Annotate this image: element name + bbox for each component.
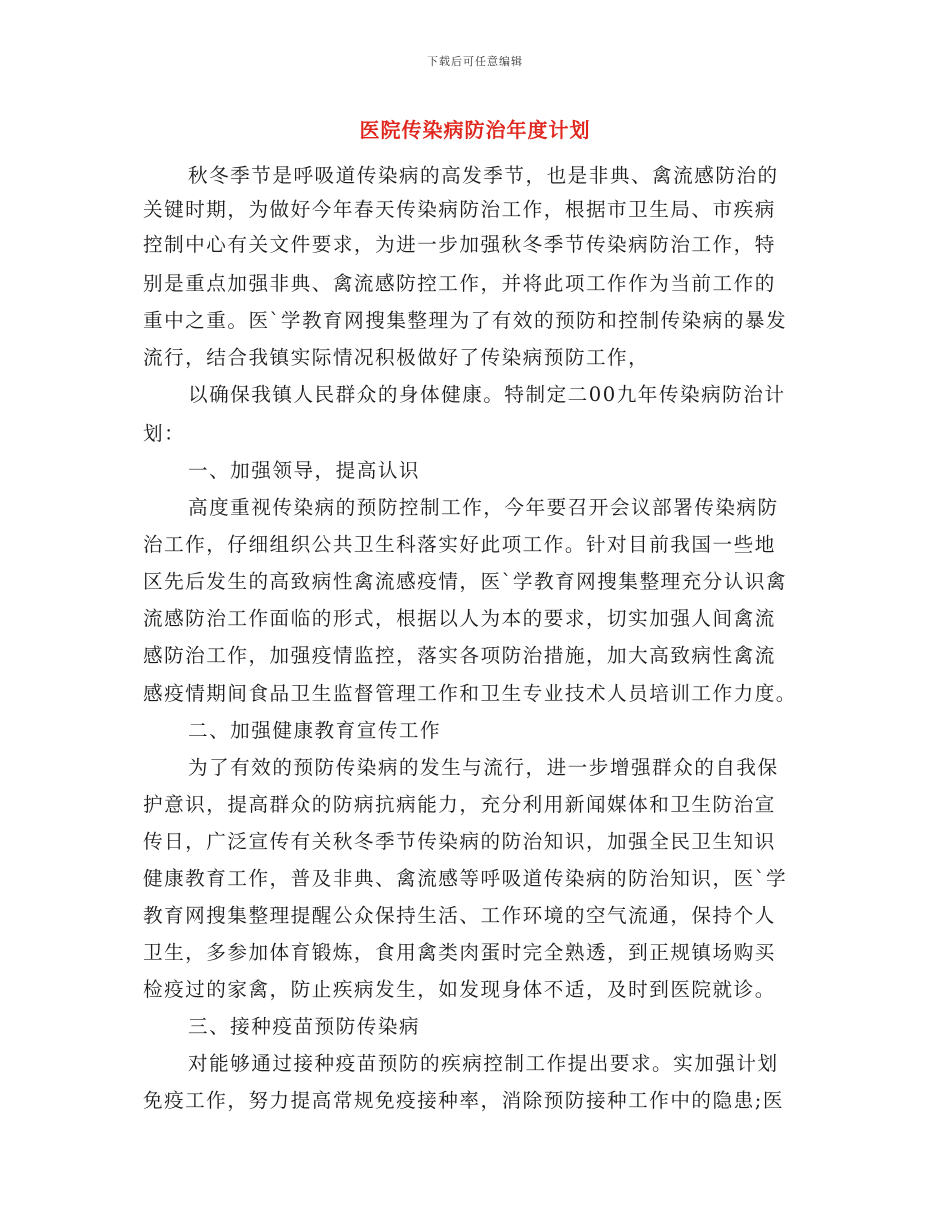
body-line: 对能够通过接种疫苗预防的疾病控制工作提出要求。实加强计划 — [188, 1052, 779, 1075]
body-line: 别是重点加强非典、禽流感防控工作，并将此项工作作为当前工作的 — [143, 272, 776, 295]
document-title: 医院传染病防治年度计划 — [359, 118, 591, 142]
section-heading: 一、加强领导，提高认识 — [188, 459, 421, 482]
body-line: 区先后发生的高致病性禽流感疫情，医`学教育网搜集整理充分认识禽 — [143, 570, 788, 593]
body-line: 护意识，提高群众的防病抗病能力，充分利用新闻媒体和卫生防治宣 — [143, 793, 776, 816]
section-heading: 三、接种疫苗预防传染病 — [188, 1015, 421, 1038]
body-line: 检疫过的家禽，防止疾病发生，如发现身体不适，及时到医院就诊。 — [143, 978, 776, 1001]
body-line: 控制中心有关文件要求，为进一步加强秋冬季节传染病防治工作，特 — [143, 233, 776, 256]
body-line: 感疫情期间食品卫生监督管理工作和卫生专业技术人员培训工作力度。 — [143, 682, 797, 705]
body-line: 重中之重。医`学教育网搜集整理为了有效的预防和控制传染病的暴发 — [143, 309, 788, 332]
section-heading: 二、加强健康教育宣传工作 — [188, 719, 442, 742]
body-line: 免疫工作，努力提高常规免疫接种率，消除预防接种工作中的隐患;医 — [143, 1089, 784, 1112]
body-line: 高度重视传染病的预防控制工作，今年要召开会议部署传染病防 — [188, 496, 779, 519]
body-line: 流感防治工作面临的形式，根据以人为本的要求，切实加强人间禽流 — [143, 607, 776, 630]
body-line: 治工作，仔细组织公共卫生科落实好此项工作。针对目前我国一些地 — [143, 533, 776, 556]
header-note: 下载后可任意编辑 — [427, 55, 523, 68]
body-line: 教育网搜集整理提醒公众保持生活、工作环境的空气流通，保持个人 — [143, 904, 776, 927]
body-line: 关键时期，为做好今年春天传染病防治工作，根据市卫生局、市疾病 — [143, 198, 776, 221]
body-line: 秋冬季节是呼吸道传染病的高发季节，也是非典、禽流感防治的 — [188, 164, 779, 187]
body-line: 流行，结合我镇实际情况积极做好了传染病预防工作， — [143, 346, 650, 369]
body-line: 为了有效的预防传染病的发生与流行，进一步增强群众的自我保 — [188, 756, 779, 779]
body-line: 划： — [143, 422, 186, 445]
body-line: 卫生，多参加体育锻炼，食用禽类肉蛋时完全熟透，到正规镇场购买 — [143, 941, 776, 964]
body-line: 感防治工作，加强疫情监控，落实各项防治措施，加大高致病性禽流 — [143, 644, 776, 667]
body-line: 以确保我镇人民群众的身体健康。特制定二00九年传染病防治计 — [188, 383, 786, 406]
body-line: 传日，广泛宣传有关秋冬季节传染病的防治知识，加强全民卫生知识 — [143, 830, 776, 853]
body-line: 健康教育工作，普及非典、禽流感等呼吸道传染病的防治知识，医`学 — [143, 867, 788, 890]
